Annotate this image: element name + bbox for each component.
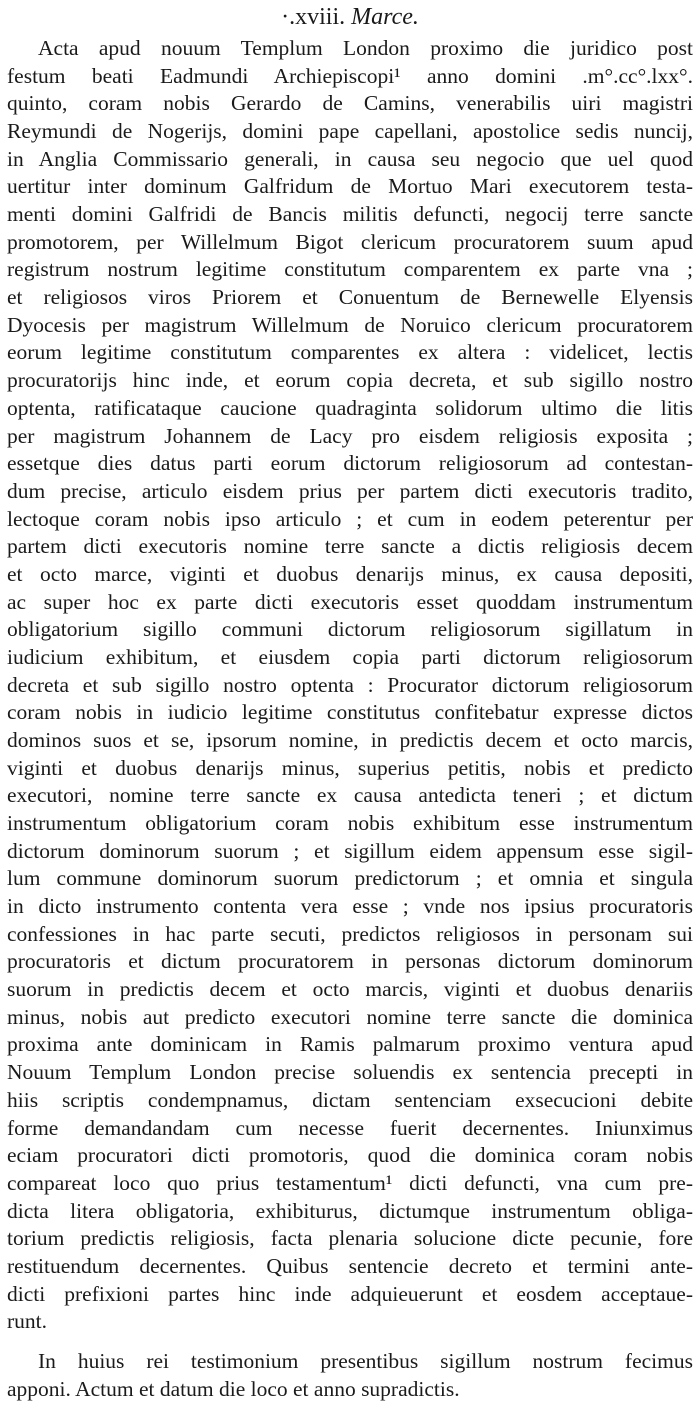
text-line: minus, nobis aut predicto executori nomine terre sancte die dominica [7,1004,693,1029]
text-line: partem dicti executoris nomine terre sancte a dictis religiosis decem [7,534,693,559]
text-line: Dyocesis per magistrum Willelmum de Noruico clericum procuratorem [7,312,693,337]
text-line: festum beati Eadmundi Archiepiscopi¹ anno domini .m°.cc°.lxx°. [7,63,693,88]
text-line: promotorem, per Willelmum Bigot clericum procuratorem suum apud [7,229,693,254]
heading-number: ·.xviii. [281,4,346,30]
text-line: lum commune dominorum suorum predictorum ; et omnia et singula [7,866,693,891]
text-line: Reymundi de Nogerijs, domini pape capellani, apostolice sedis nuncij, [7,119,693,144]
text-line: decreta et sub sigillo nostro optenta : Procurator dictorum religiosorum [7,672,693,697]
text-line: dictorum dominorum suorum ; et sigillum eidem appensum esse sigil- [7,838,693,863]
text-line: apponi. Actum et datum die loco et anno supradictis. [7,1376,460,1401]
text-line: registrum nostrum legitime constitutum comparentem ex parte vna ; [7,257,693,282]
text-line: procuratorijs hinc inde, et eorum copia decreta, et sub sigillo nostro [7,368,693,393]
text-line: proxima ante dominicam in Ramis palmarum proximo ventura apud [7,1032,693,1057]
heading-title: Marce. [351,4,419,30]
text-line: lectoque coram nobis ipso articulo ; et cum in eodem peterentur per [7,506,693,531]
text-line: compareat loco quo prius testamentum¹ dicti defuncti, vna cum pre- [7,1170,693,1195]
text-line: torium predictis religiosis, facta plenaria solucione dicte pecunie, fore [7,1226,693,1251]
text-line: viginti et duobus denarijs minus, superius petitis, nobis et predicto [7,755,693,780]
text-line: iudicium exhibitum, et eiusdem copia parti dictorum religiosorum [7,644,693,669]
text-line: Acta apud nouum Templum London proximo die juridico post [38,36,693,60]
text-line: dicti prefixioni partes hinc inde adquieuerunt et eosdem acceptaue- [7,1281,693,1306]
text-line: forme demandandam cum necesse fuerit decernentes. Iniunximus [7,1115,693,1140]
text-line: hiis scriptis condempnamus, dictam sentenciam exsecucioni debite [7,1087,693,1112]
text-line: uertitur inter dominum Galfridum de Mortuo Mari executorem testa- [7,174,693,199]
text-line: runt. [7,1309,48,1334]
text-line: et religiosos viros Priorem et Conuentum de Bernewelle Elyensis [7,285,693,310]
text-line: suorum in predictis decem et octo marcis, viginti et duobus denariis [7,977,693,1002]
text-line: obligatorium sigillo communi dictorum religiosorum sigillatum in [7,617,693,642]
text-line: confessiones in hac parte secuti, predictos religiosos in personam sui [7,921,693,946]
page-heading [0,2,700,32]
text-line: eorum legitime constitutum comparentes ex altera : videlicet, lectis [7,340,693,365]
text-line: ac super hoc ex parte dicti executoris esset quoddam instrumentum [7,589,693,614]
text-line: in Anglia Commissario generali, in causa seu negocio que uel quod [7,146,693,171]
text-line: Nouum Templum London precise soluendis ex sentencia precepti in [7,1060,693,1085]
text-line: essetque dies datus parti eorum dictorum religiosorum ad contestan- [7,451,693,476]
text-line: quinto, coram nobis Gerardo de Camins, venerabilis uiri magistri [7,91,693,116]
text-line: executori, nomine terre sancte ex causa antedicta teneri ; et dictum [7,783,693,808]
text-line: instrumentum obligatorium coram nobis exhibitum esse instrumentum [7,811,693,836]
text-line: procuratoris et dictum procuratorem in personas dictorum dominorum [7,949,693,974]
text-line: eciam procuratori dicti promotoris, quod die dominica coram nobis [7,1143,693,1168]
text-line: in dicto instrumento contenta vera esse ; vnde nos ipsius procuratoris [7,894,693,919]
text-line: per magistrum Johannem de Lacy pro eisdem religiosis exposita ; [7,423,693,448]
text-line: optenta, ratificataque caucione quadraginta solidorum ultimo die litis [7,395,693,420]
text-line: In huius rei testimonium presentibus sigillum nostrum fecimus [38,1348,693,1373]
text-line: restituendum decernentes. Quibus sentencie decreto et termini ante- [7,1253,693,1278]
text-line: dicta litera obligatoria, exhibiturus, dictumque instrumentum obliga- [7,1198,693,1223]
text-line: dominos suos et se, ipsorum nomine, in predictis decem et octo marcis, [7,728,693,752]
text-line: menti domini Galfridi de Bancis militis defuncti, negocij terre sancte [7,202,693,227]
text-line: coram nobis in iudicio legitime constitutus confitebatur expresse dictos [7,700,693,725]
text-line: et octo marce, viginti et duobus denarijs minus, ex causa depositi, [7,561,693,586]
text-line: dum precise, articulo eisdem prius per partem dicti executoris tradito, [7,478,693,503]
